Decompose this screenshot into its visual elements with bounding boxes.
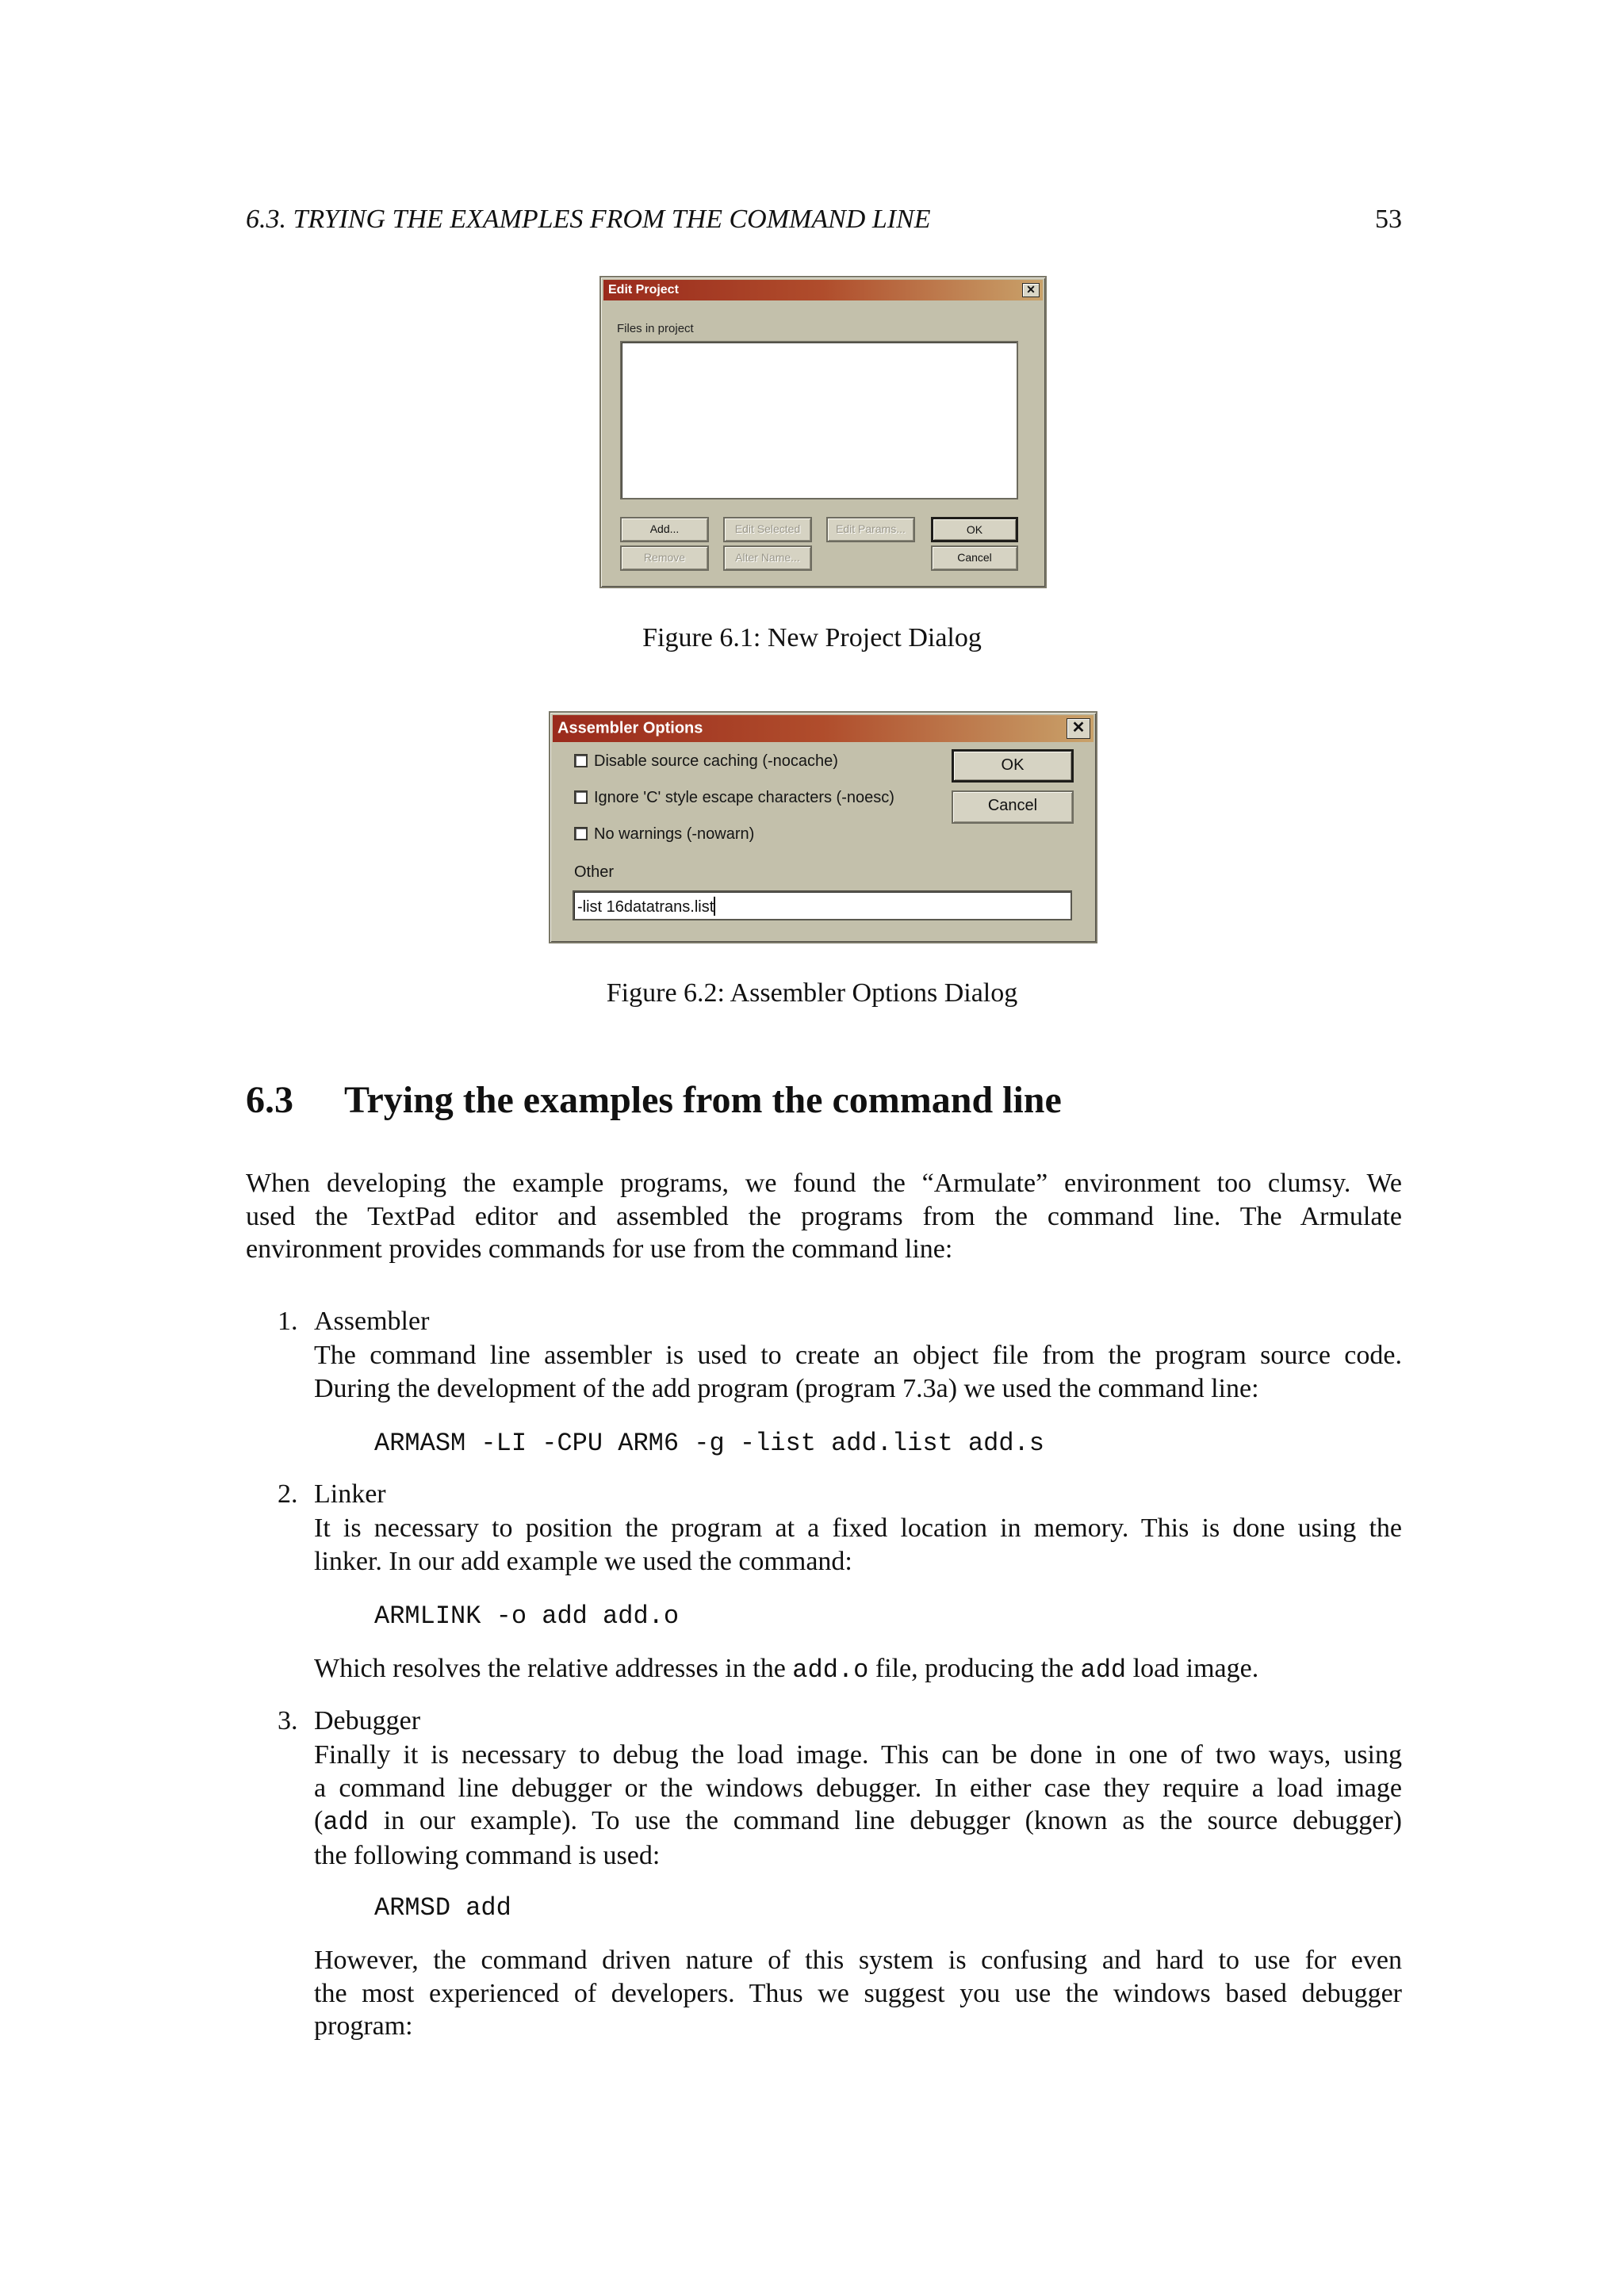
text-line: The command line assembler is used to create an object file from the program source code. [314, 1341, 1402, 1370]
edit-params-button[interactable]: Edit Params... [826, 517, 915, 542]
list-item-body [314, 1339, 1402, 1405]
other-value: -list 16datatrans.list [577, 898, 714, 916]
text-run: in our example). To use the command line debugger (known as the source debugger) [368, 1806, 1402, 1835]
text-run: Which resolves the relative addresses in the [314, 1654, 793, 1683]
assembler-options-dialog [549, 711, 1097, 943]
close-icon[interactable]: ✕ [1022, 283, 1040, 297]
inline-code: add.o [792, 1655, 869, 1685]
edit-project-dialog [599, 276, 1047, 588]
checkbox-icon[interactable] [574, 754, 588, 767]
remove-button[interactable]: Remove [620, 545, 709, 571]
text-line [314, 1804, 1402, 1839]
other-input[interactable] [573, 890, 1072, 920]
dialog-title: Edit Project [608, 283, 679, 297]
list-item-body [314, 1739, 1402, 1872]
code-line: ARMLINK -o add add.o [374, 1601, 680, 1631]
option-label: Disable source caching (-nocache) [594, 752, 838, 770]
text-run: load image. [1126, 1654, 1259, 1683]
figure-6-1-caption: Figure 6.1: New Project Dialog [642, 623, 982, 652]
text-line: a command line debugger or the windows debugger. In either case they require a load image [314, 1773, 1402, 1803]
dialog-title: Assembler Options [557, 719, 703, 737]
checkbox-icon[interactable] [574, 790, 588, 804]
text-line: environment provides commands for use from the command line: [246, 1234, 953, 1264]
option-label: No warnings (-nowarn) [594, 825, 755, 843]
files-in-project-label: Files in project [617, 322, 694, 335]
text-line: It is necessary to position the program at a fixed location in memory. This is done using the [314, 1513, 1402, 1543]
intro-paragraph [246, 1167, 1402, 1266]
list-item-number: 2. [278, 1479, 298, 1509]
other-label: Other [574, 863, 615, 881]
dialog-titlebar [553, 715, 1094, 742]
list-item-body [314, 1512, 1402, 1578]
option-nocache[interactable] [574, 752, 838, 775]
code-line: ARMSD add [374, 1893, 511, 1923]
text-line: program: [314, 2011, 413, 2041]
list-item-title: Linker [314, 1479, 386, 1509]
page-number: 53 [1375, 205, 1402, 234]
text-run: ( [314, 1806, 324, 1835]
figure-6-2-caption: Figure 6.2: Assembler Options Dialog [606, 978, 1018, 1008]
running-title: 6.3. TRYING THE EXAMPLES FROM THE COMMAND LINE [246, 205, 931, 234]
running-header [246, 205, 1402, 239]
text-line: When developing the example programs, we found the “Armulate” environment too clumsy. We [246, 1169, 1402, 1198]
list-item-title: Assembler [314, 1307, 430, 1336]
section-number: 6.3 [246, 1079, 293, 1121]
cancel-button[interactable]: Cancel [931, 545, 1018, 571]
section-title: Trying the examples from the command line [344, 1079, 1062, 1121]
section-heading [246, 1078, 1062, 1122]
checkbox-icon[interactable] [574, 827, 588, 840]
text-line: linker. In our add example we used the command: [314, 1546, 852, 1576]
list-item-title: Debugger [314, 1706, 421, 1735]
text-line: the following command is used: [314, 1840, 661, 1870]
list-item-number: 3. [278, 1706, 298, 1735]
text-line: During the development of the add program (program 7.3a) we used the command line: [314, 1373, 1259, 1403]
cancel-button[interactable]: Cancel [952, 790, 1074, 824]
list-item-number: 1. [278, 1307, 298, 1336]
option-nowarn[interactable] [574, 825, 754, 848]
add-button[interactable]: Add... [620, 517, 709, 542]
edit-selected-button[interactable]: Edit Selected [723, 517, 812, 542]
close-icon[interactable]: ✕ [1067, 718, 1090, 739]
ok-button[interactable]: OK [952, 749, 1074, 783]
text-line: used the TextPad editor and assembled the programs from the command line. The Armulate [246, 1201, 1402, 1231]
code-line: ARMASM -LI -CPU ARM6 -g -list add.list add.s [374, 1429, 1044, 1458]
text-caret [714, 897, 715, 916]
inline-code: add [1080, 1655, 1127, 1685]
text-line: However, the command driven nature of this system is confusing and hard to use for even [314, 1946, 1402, 1975]
text-run: file, producing the [868, 1654, 1081, 1683]
option-label: Ignore 'C' style escape characters (-noesc) [594, 789, 894, 806]
inline-code: add [323, 1808, 369, 1837]
text-line: Finally it is necessary to debug the load image. This can be done in one of two ways, using [314, 1740, 1402, 1770]
alter-name-button[interactable]: Alter Name... [723, 545, 812, 571]
list-item-body [314, 1944, 1402, 2043]
text-line: the most experienced of developers. Thus we suggest you use the windows based debugger [314, 1978, 1402, 2008]
list-item-body [314, 1652, 1402, 1687]
ok-button[interactable]: OK [931, 517, 1018, 542]
dialog-titlebar [603, 280, 1043, 300]
files-list[interactable] [620, 341, 1018, 499]
option-noesc[interactable] [574, 789, 894, 811]
